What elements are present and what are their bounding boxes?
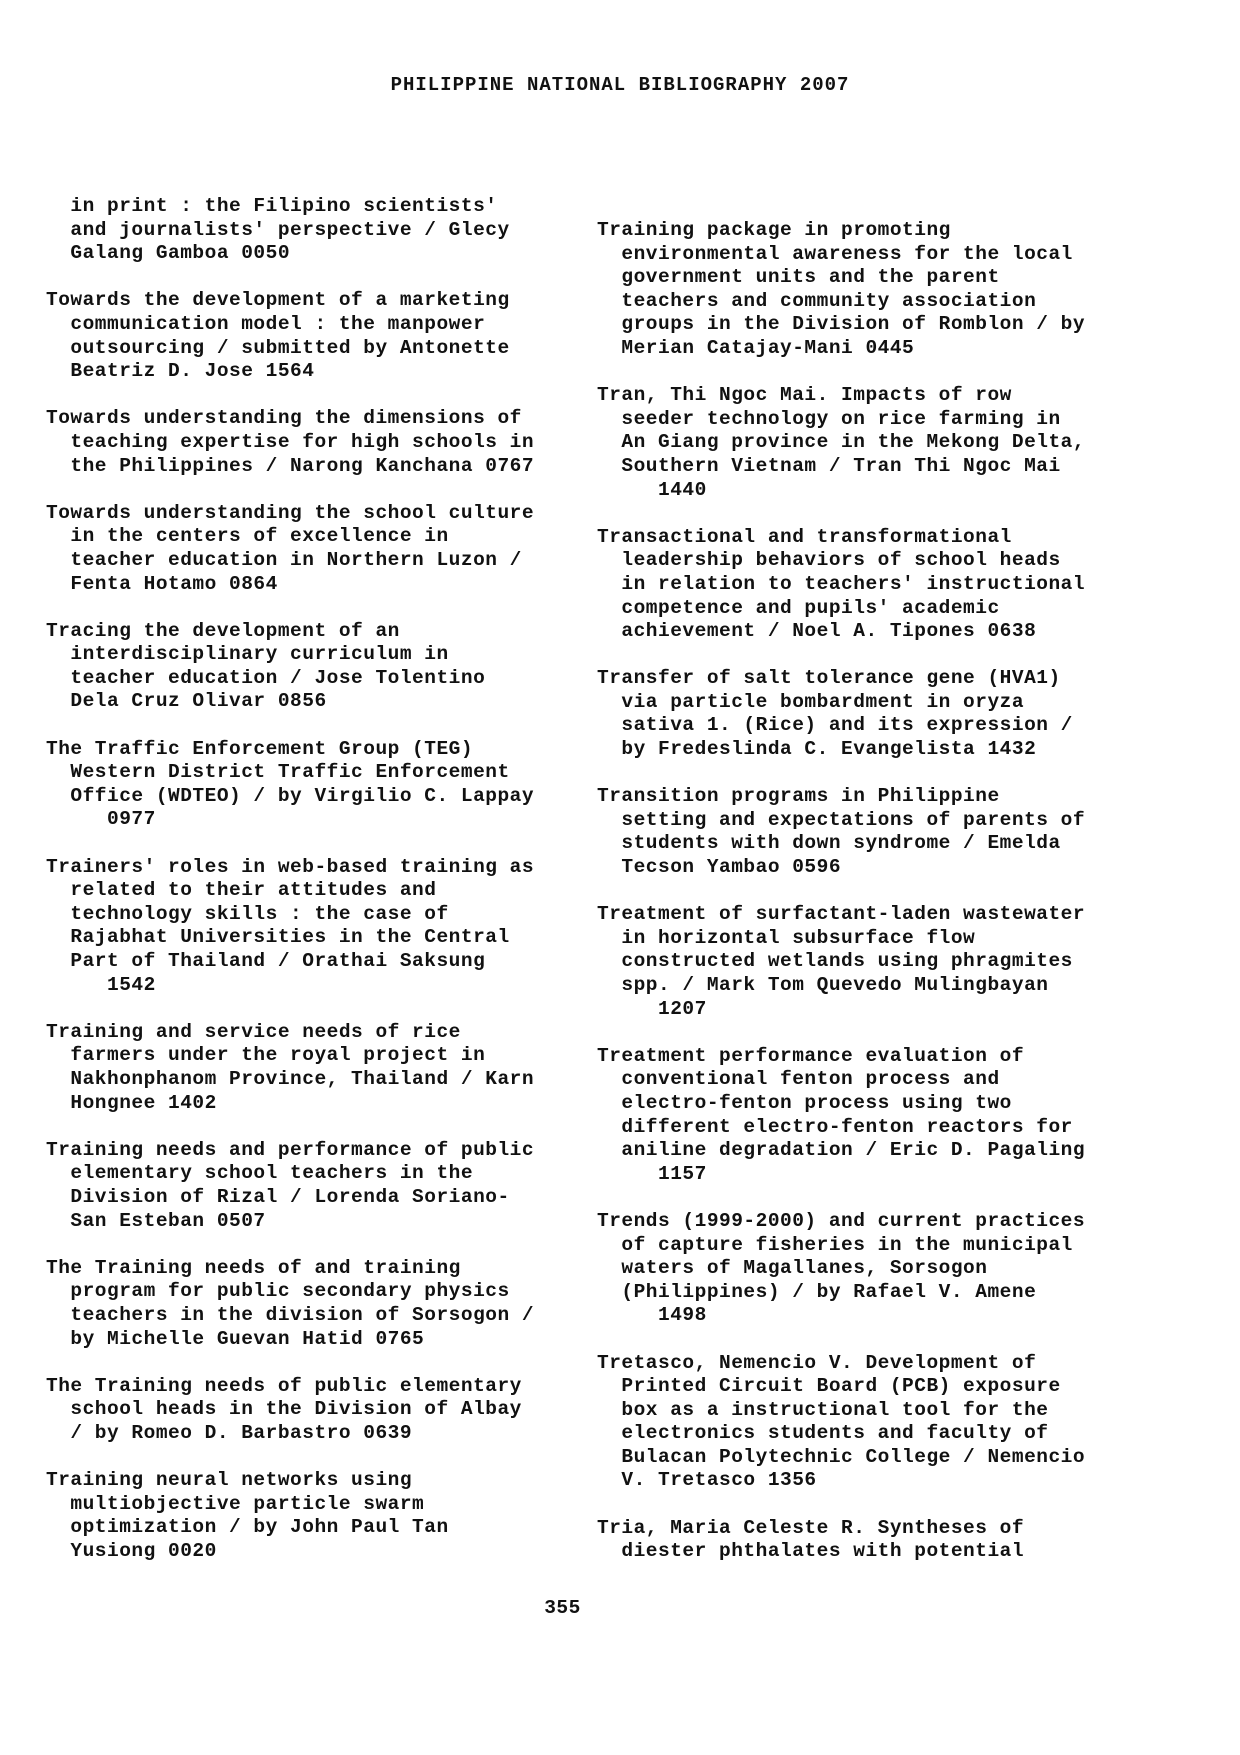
- bibliography-entry: Training package in promoting environmental awareness for the local government units and the parent teachers and community association groups in the Division of Romblon / by Merian Catajay-Mani 0445: [597, 219, 1086, 359]
- page-number: 355: [544, 1597, 581, 1619]
- bibliography-entry: The Traffic Enforcement Group (TEG) Western District Traffic Enforcement Office (WDTEO) / by Virgilio C. Lappay 0977: [46, 737, 535, 831]
- bibliography-entry: Training needs and performance of public elementary school teachers in the Division of Rizal / Lorenda Soriano- San Esteban 0507: [46, 1138, 535, 1232]
- running-head: PHILIPPINE NATIONAL BIBLIOGRAPHY 2007: [390, 74, 850, 96]
- bibliography-entry: Trainers' roles in web-based training as related to their attitudes and technology skills : the case of Rajabhat Universities in the Central Part of Thailand / Orathai Saksung 1542: [46, 855, 535, 996]
- left-column: [46, 195, 566, 1587]
- bibliography-entry: Transition programs in Philippine setting and expectations of parents of students with down syndrome / Emelda Tecson Yambao 0596: [597, 785, 1086, 879]
- bibliography-entry: Towards the development of a marketing communication model : the manpower outsourcing / submitted by Antonette Beatriz D. Jose 1564: [46, 289, 510, 383]
- bibliography-entry: Trends (1999-2000) and current practices of capture fisheries in the municipal waters of Magallanes, Sorsogon (Philippines) / by Rafael V. Amene 1498: [597, 1209, 1086, 1327]
- bibliography-entry: Tretasco, Nemencio V. Development of Printed Circuit Board (PCB) exposure box as a instructional tool for the electronics students and faculty of Bulacan Polytechnic College / Nemencio V. Tretasco 1356: [597, 1351, 1086, 1492]
- bibliography-entry: Training neural networks using multiobjective particle swarm optimization / by John Paul Tan Yusiong 0020: [46, 1469, 449, 1562]
- bibliography-entry: Tria, Maria Celeste R. Syntheses of diester phthalates with potential: [597, 1516, 1025, 1563]
- bibliography-entry: Tracing the development of an interdisciplinary curriculum in teacher education / Jose Tolentino Dela Cruz Olivar 0856: [46, 619, 486, 713]
- bibliography-entry: Towards understanding the dimensions of teaching expertise for high schools in the Philippines / Narong Kanchana 0767: [46, 407, 535, 477]
- bibliography-entry: The Training needs of public elementary school heads in the Division of Albay / by Romeo D. Barbastro 0639: [46, 1374, 522, 1444]
- bibliography-entry: in print : the Filipino scientists' and journalists' perspective / Glecy Galang Gamboa 0050: [70, 195, 510, 265]
- bibliography-entry: Treatment of surfactant-laden wastewater in horizontal subsurface flow constructed wetlands using phragmites spp. / Mark Tom Quevedo Mulingbayan 1207: [597, 903, 1086, 1020]
- bibliography-entry: Transactional and transformational leadership behaviors of school heads in relation to teachers' instructional competence and pupils' academic achievement / Noel A. Tipones 0638: [597, 525, 1086, 643]
- bibliography-entry: The Training needs of and training program for public secondary physics teachers in the division of Sorsogon / by Michelle Guevan Hatid 0765: [46, 1256, 535, 1350]
- bibliography-entry: Transfer of salt tolerance gene (HVA1) via particle bombardment in oryza sativa 1. (Rice) and its expression / by Fredeslinda C. Evangelista 1432: [597, 667, 1073, 761]
- bibliography-entry: Tran, Thi Ngoc Mai. Impacts of row seeder technology on rice farming in An Giang province in the Mekong Delta, Southern Vietnam / Tran Thi Ngoc Mai 1440: [597, 384, 1086, 501]
- bibliography-entry: Training and service needs of rice farmers under the royal project in Nakhonphanom Province, Thailand / Karn Hongnee 1402: [46, 1020, 535, 1114]
- right-column: [597, 219, 1117, 1587]
- bibliography-entry: Treatment performance evaluation of conventional fenton process and electro-fenton process using two different electro-fenton reactors for aniline degradation / Eric D. Pagaling 1157: [597, 1044, 1086, 1185]
- bibliography-entry: Towards understanding the school culture in the centers of excellence in teacher education in Northern Luzon / Fenta Hotamo 0864: [46, 501, 535, 595]
